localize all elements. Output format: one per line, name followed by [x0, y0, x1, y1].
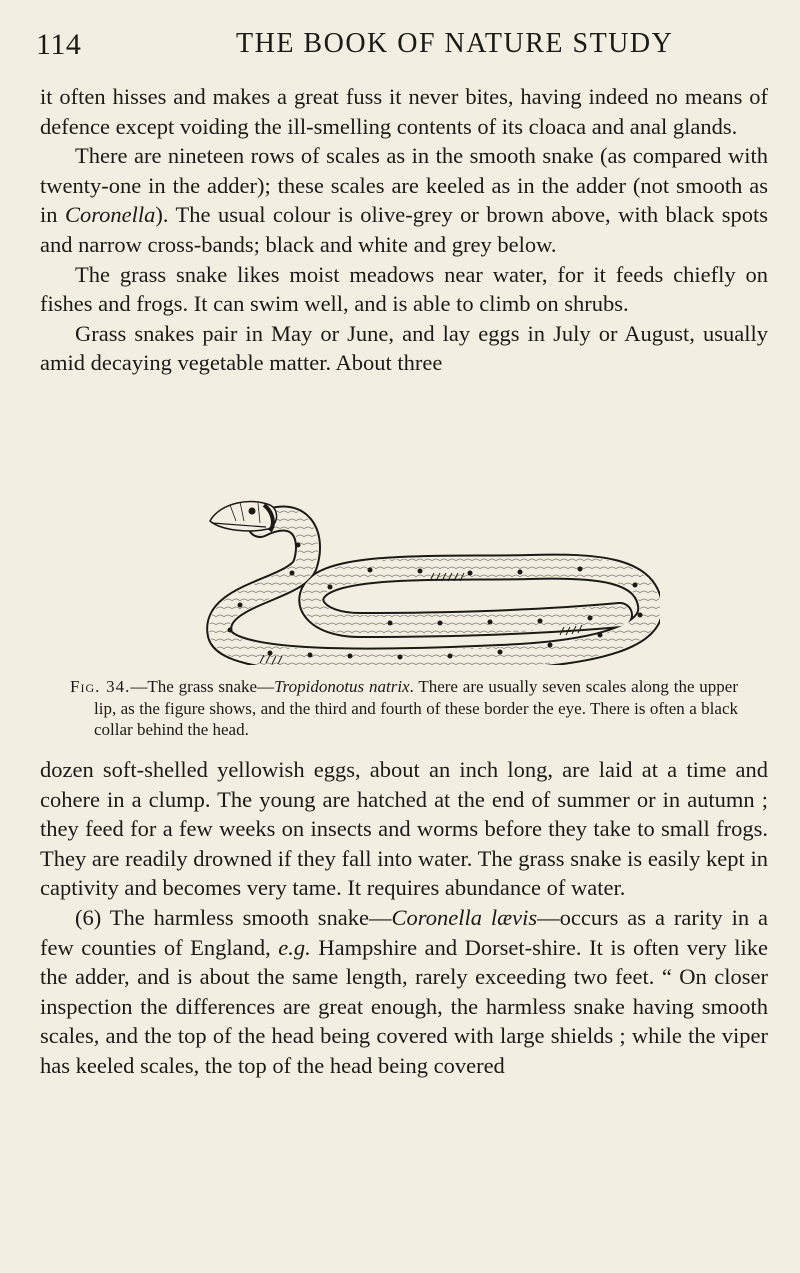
text-segment: Grass snakes pair in May or June, and lay eggs in July or August, usually amid decaying vegetable matter. About three	[40, 320, 768, 376]
caption-label: Fig. 34.	[70, 677, 131, 696]
italic-term: Tropidonotus natrix	[274, 677, 410, 696]
snake-head	[210, 502, 277, 531]
text-segment: (6) The harmless smooth snake—	[75, 904, 392, 930]
text-segment: The grass snake likes moist meadows near water, for it feeds chiefly on fishes and frogs. It can swim well, and is able to climb on shrubs.	[40, 261, 768, 317]
paragraph	[40, 755, 768, 903]
italic-term: Coronella lævis	[391, 904, 538, 930]
running-title: THE BOOK OF NATURE STUDY	[236, 28, 674, 59]
paragraph	[40, 82, 768, 141]
grass-snake-illustration	[200, 485, 660, 665]
italic-term: Coronella	[64, 202, 156, 228]
text-segment: ). The usual colour is olive-grey or brown above, with black spots and narrow cross-bands; black and white and grey below.	[40, 202, 768, 257]
text-segment: There are nineteen rows of scales as in the smooth snake (as compared with twenty-one in the adder); these scales are keeled as in the adder (not smooth as in	[40, 143, 768, 228]
text-segment: . There are usually seven scales along the upper lip, as the figure shows, and the third and fourth of these border the eye. There is often a black collar behind the head.	[94, 677, 739, 739]
paragraph	[40, 260, 768, 319]
paragraph	[40, 903, 768, 1081]
text-segment: dozen soft-shelled yellowish eggs, about an inch long, are laid at a time and cohere in a clump. The young are hatched at the end of summer or in autumn ; they feed for a few weeks on insects and worms before they take to small frogs. They are readily drowned if they fall into water. The grass snake is easily kept in captivity and becomes very tame. It requires abundance of water.	[40, 757, 768, 901]
text-segment: —occurs as a rarity in a few counties of England,	[40, 904, 768, 960]
italic-term: e.g.	[278, 934, 311, 960]
paragraph	[40, 141, 768, 259]
paragraph	[40, 319, 768, 378]
text-segment: it often hisses and makes a great fuss it never bites, having indeed no means of defence except voiding the ill-smelling contents of its cloaca and anal glands.	[40, 84, 768, 139]
text-segment: —The grass snake—	[130, 677, 275, 696]
page-header	[36, 28, 772, 68]
figure-caption	[70, 676, 738, 741]
text-block-after-figure	[40, 755, 768, 1081]
page-number: 114	[36, 28, 82, 61]
text-segment: Hampshire and Dorset-shire. It is often very like the adder, and is about the same length, rarely exceeding two feet. “ On closer inspection the differences are great enough, the harmless snake having smooth scales, and the top of the head being covered with large shields ; while the viper has keeled scales, the top of the head being covered	[40, 934, 769, 1078]
text-block-before-figure	[40, 82, 768, 378]
figure-grass-snake	[200, 485, 660, 665]
